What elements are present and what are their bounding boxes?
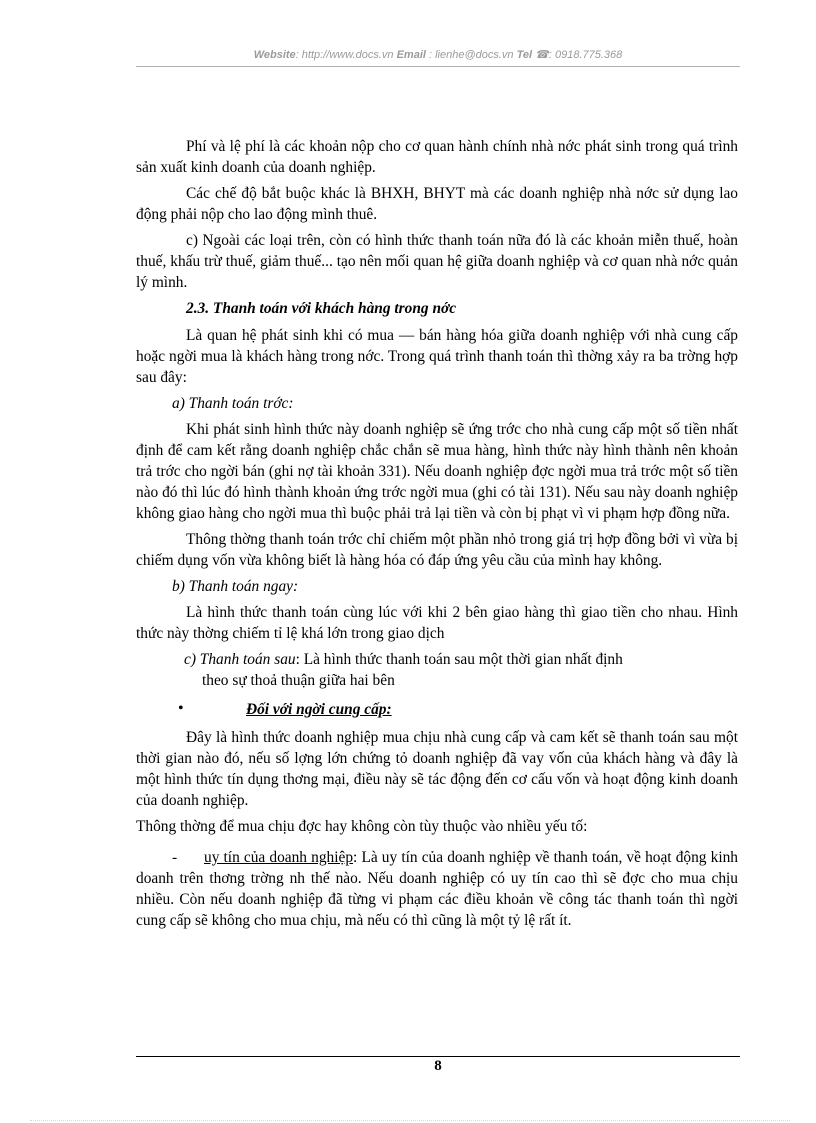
paragraph-prepayment: Khi phát sinh hình thức này doanh nghiệp sẽ ứng trớc cho nhà cung cấp một số tiền nhất định để cam kết rằng doanh nghiệp chắc chắn sẽ mua hàng, hình thức này hình thành nên khoản trả trớc cho ngời bán (ghi nợ tài khoản 331). Nếu doanh nghiệp đợc ngời mua trả trớc một số tiền nào đó thì lúc đó hình thành khoản ứng trớc ngời mua (ghi có tài 131). Nếu sau này doanh nghiệp không giao hàng cho ngời mua thì buộc phải trả lại tiền và còn bị phạt vì vi phạm hợp đồng nữa. <box>136 421 738 522</box>
page-header <box>136 48 740 61</box>
list-item-reputation <box>136 847 738 931</box>
paragraph-other-payments: c) Ngoài các loại trên, còn có hình thức thanh toán nữa đó là các khoản miễn thuế, hoàn thuế, khấu trừ thuế, giảm thuế... tạo nên mối quan hệ giữa doanh nghiệp và cơ quan nhà nớc quản lý mình. <box>136 232 738 291</box>
dash-icon: - <box>172 849 178 866</box>
subheading-immediate-payment: b) Thanh toán ngay: <box>172 578 299 595</box>
bottom-dotted-border <box>30 1120 790 1121</box>
paragraph-prepayment-note: Thông thờng thanh toán trớc chỉ chiếm một phần nhỏ trong giá trị hợp đồng bởi vì vừa bị chiếm dụng vốn vừa không biết là hàng hóa có đáp ứng yêu cầu của mình hay không. <box>136 531 738 569</box>
tel-label: Tel <box>516 49 533 61</box>
deferred-payment-continuation: theo sự thoả thuận giữa hai bên <box>202 672 395 689</box>
bullet-icon: • <box>178 700 184 717</box>
bullet-supplier <box>136 699 738 721</box>
footer-divider <box>136 1056 740 1057</box>
reputation-label: uy tín của doanh nghiệp <box>204 849 354 866</box>
paragraph-section-intro: Là quan hệ phát sinh khi có mua — bán hàng hóa giữa doanh nghiệp với nhà cung cấp hoặc ngời mua là khách hàng trong nớc. Trong quá trình thanh toán thì thờng xảy ra ba trờng hợp sau đây: <box>136 327 738 386</box>
reputation-text: : Là uy tín của doanh nghiệp về thanh toán, về hoạt động kinh doanh trên thơng trờng nh thế nào. Nếu doanh nghiệp có uy tín cao thì sẽ đợc cho mua chịu nhiều. Còn nếu doanh nghiệp đã từng vi phạm các điều khoản về công tác thanh toán thì ngời cung cấp sẽ không cho mua chịu, mà nếu có thì cũng là một tỷ lệ rất ít. <box>136 849 738 929</box>
tel-number: ☎: 0918.775.368 <box>532 49 623 61</box>
email-label: Email <box>396 49 426 61</box>
section-heading: 2.3. Thanh toán với khách hàng trong nớc <box>186 300 457 317</box>
paragraph-mandatory-regimes: Các chế độ bắt buộc khác là BHXH, BHYT mà các doanh nghiệp nhà nớc sử dụng lao động phải nộp cho lao động mình thuê. <box>136 185 738 223</box>
subheading-deferred-payment <box>184 649 738 691</box>
header-divider <box>136 66 740 67</box>
deferred-payment-label: c) Thanh toán sau <box>184 651 296 668</box>
deferred-payment-text: : Là hình thức thanh toán sau một thời gian nhất định <box>295 651 623 668</box>
paragraph-immediate-payment: Là hình thức thanh toán cùng lúc với khi 2 bên giao hàng thì giao tiền cho nhau. Hình thức này thờng chiếm tỉ lệ khá lớn trong giao dịch <box>136 604 738 642</box>
paragraph-factors: Thông thờng để mua chịu đợc hay không còn tùy thuộc vào nhiều yếu tố: <box>136 818 588 835</box>
bullet-supplier-label: Đối với ngời cung cấp: <box>246 701 392 718</box>
website-url[interactable]: : http://www.docs.vn <box>295 49 394 61</box>
paragraph-supplier-credit: Đây là hình thức doanh nghiệp mua chịu nhà cung cấp và cam kết sẽ thanh toán sau một thời gian nào đó, nếu số lợng lớn chứng tỏ doanh nghiệp đã vay vốn của khách hàng và đây là một hình thức tín dụng thơng mại, điều này sẽ tác động đến cơ cấu vốn và hoạt động kinh doanh của doanh nghiệp. <box>136 729 738 809</box>
website-label: Website <box>253 49 296 61</box>
subheading-prepayment: a) Thanh toán trớc: <box>172 395 294 412</box>
page-body <box>136 136 738 931</box>
paragraph-fees: Phí và lệ phí là các khoản nộp cho cơ quan hành chính nhà nớc phát sinh trong quá trình sản xuất kinh doanh của doanh nghiệp. <box>136 138 738 176</box>
email-address[interactable]: : lienhe@docs.vn <box>425 49 514 61</box>
page-number: 8 <box>434 1058 442 1074</box>
